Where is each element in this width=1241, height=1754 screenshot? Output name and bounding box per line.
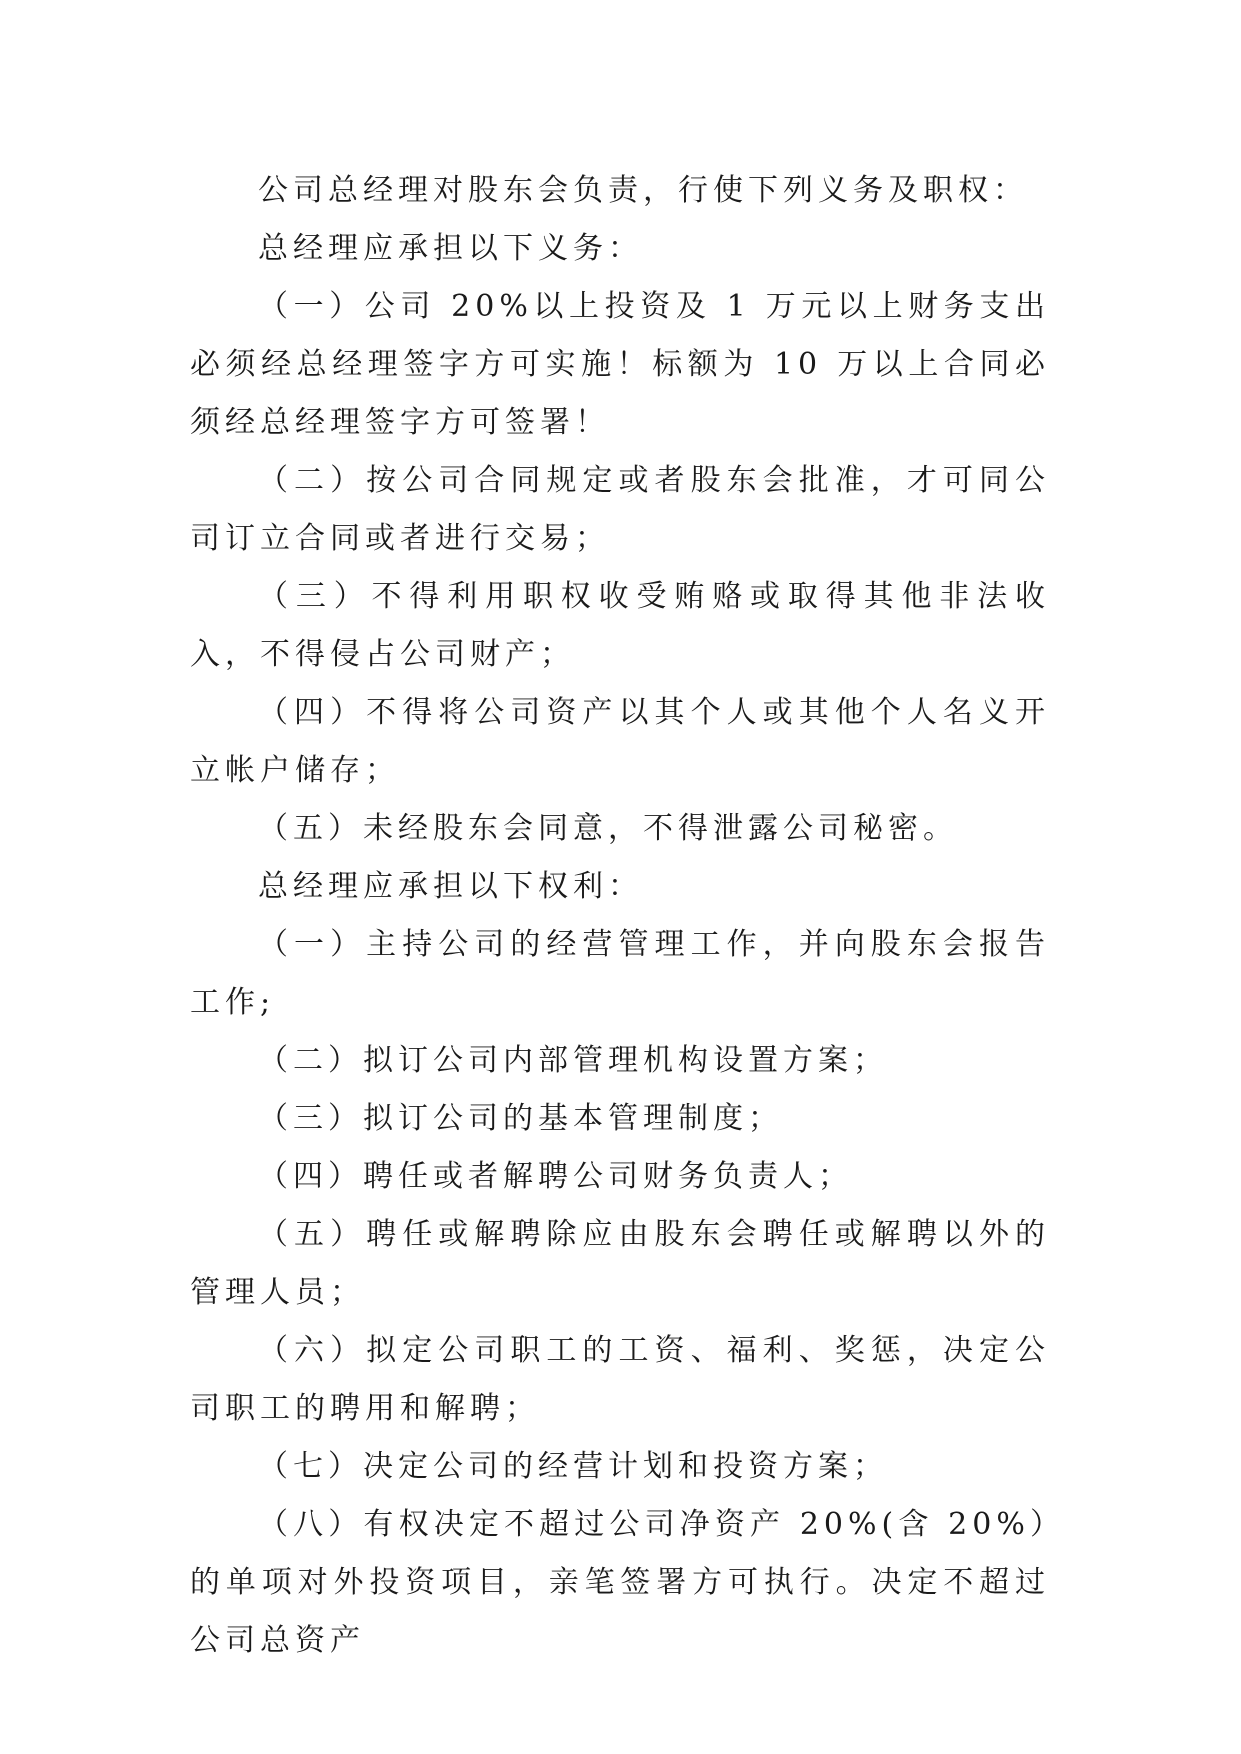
paragraph-obligation-5: （五）未经股东会同意，不得泄露公司秘密。 [258, 811, 958, 846]
paragraph-obligation-2: （二）按公司合同规定或者股东会批准，才可同公司订立合同或者进行交易； [190, 463, 1050, 556]
paragraph-obligation-4: （四）不得将公司资产以其个人或其他个人名义开立帐户储存； [190, 695, 1050, 788]
paragraph-right-3: （三）拟订公司的基本管理制度； [258, 1101, 783, 1136]
paragraph-right-7: （七）决定公司的经营计划和投资方案； [258, 1449, 888, 1484]
paragraph-obligations-heading: 总经理应承担以下义务： [258, 231, 643, 266]
paragraph-right-5: （五）聘任或解聘除应由股东会聘任或解聘以外的管理人员； [190, 1217, 1050, 1310]
paragraph-right-8: （八）有权决定不超过公司净资产 20%(含 20%）的单项对外投资项目，亲笔签署方可执行。决定不超过公司总资产 [190, 1507, 1050, 1658]
paragraph-right-1: （一）主持公司的经营管理工作，并向股东会报告工作; [190, 927, 1050, 1020]
document-body [190, 162, 1050, 1670]
paragraph-right-4: （四）聘任或者解聘公司财务负责人； [258, 1159, 853, 1194]
paragraph-right-6: （六）拟定公司职工的工资、福利、奖惩，决定公司职工的聘用和解聘； [190, 1333, 1050, 1426]
paragraph-obligation-3: （三）不得利用职权收受贿赂或取得其他非法收入，不得侵占公司财产； [190, 579, 1050, 672]
paragraph-intro: 公司总经理对股东会负责，行使下列义务及职权： [258, 173, 1028, 208]
paragraph-obligation-1: （一）公司 20%以上投资及 1 万元以上财务支出必须经总经理签字方可实施！标额为 10 万以上合同必须经总经理签字方可签署！ [190, 289, 1050, 440]
paragraph-rights-heading: 总经理应承担以下权利： [258, 869, 643, 904]
paragraph-right-2: （二）拟订公司内部管理机构设置方案； [258, 1043, 888, 1078]
